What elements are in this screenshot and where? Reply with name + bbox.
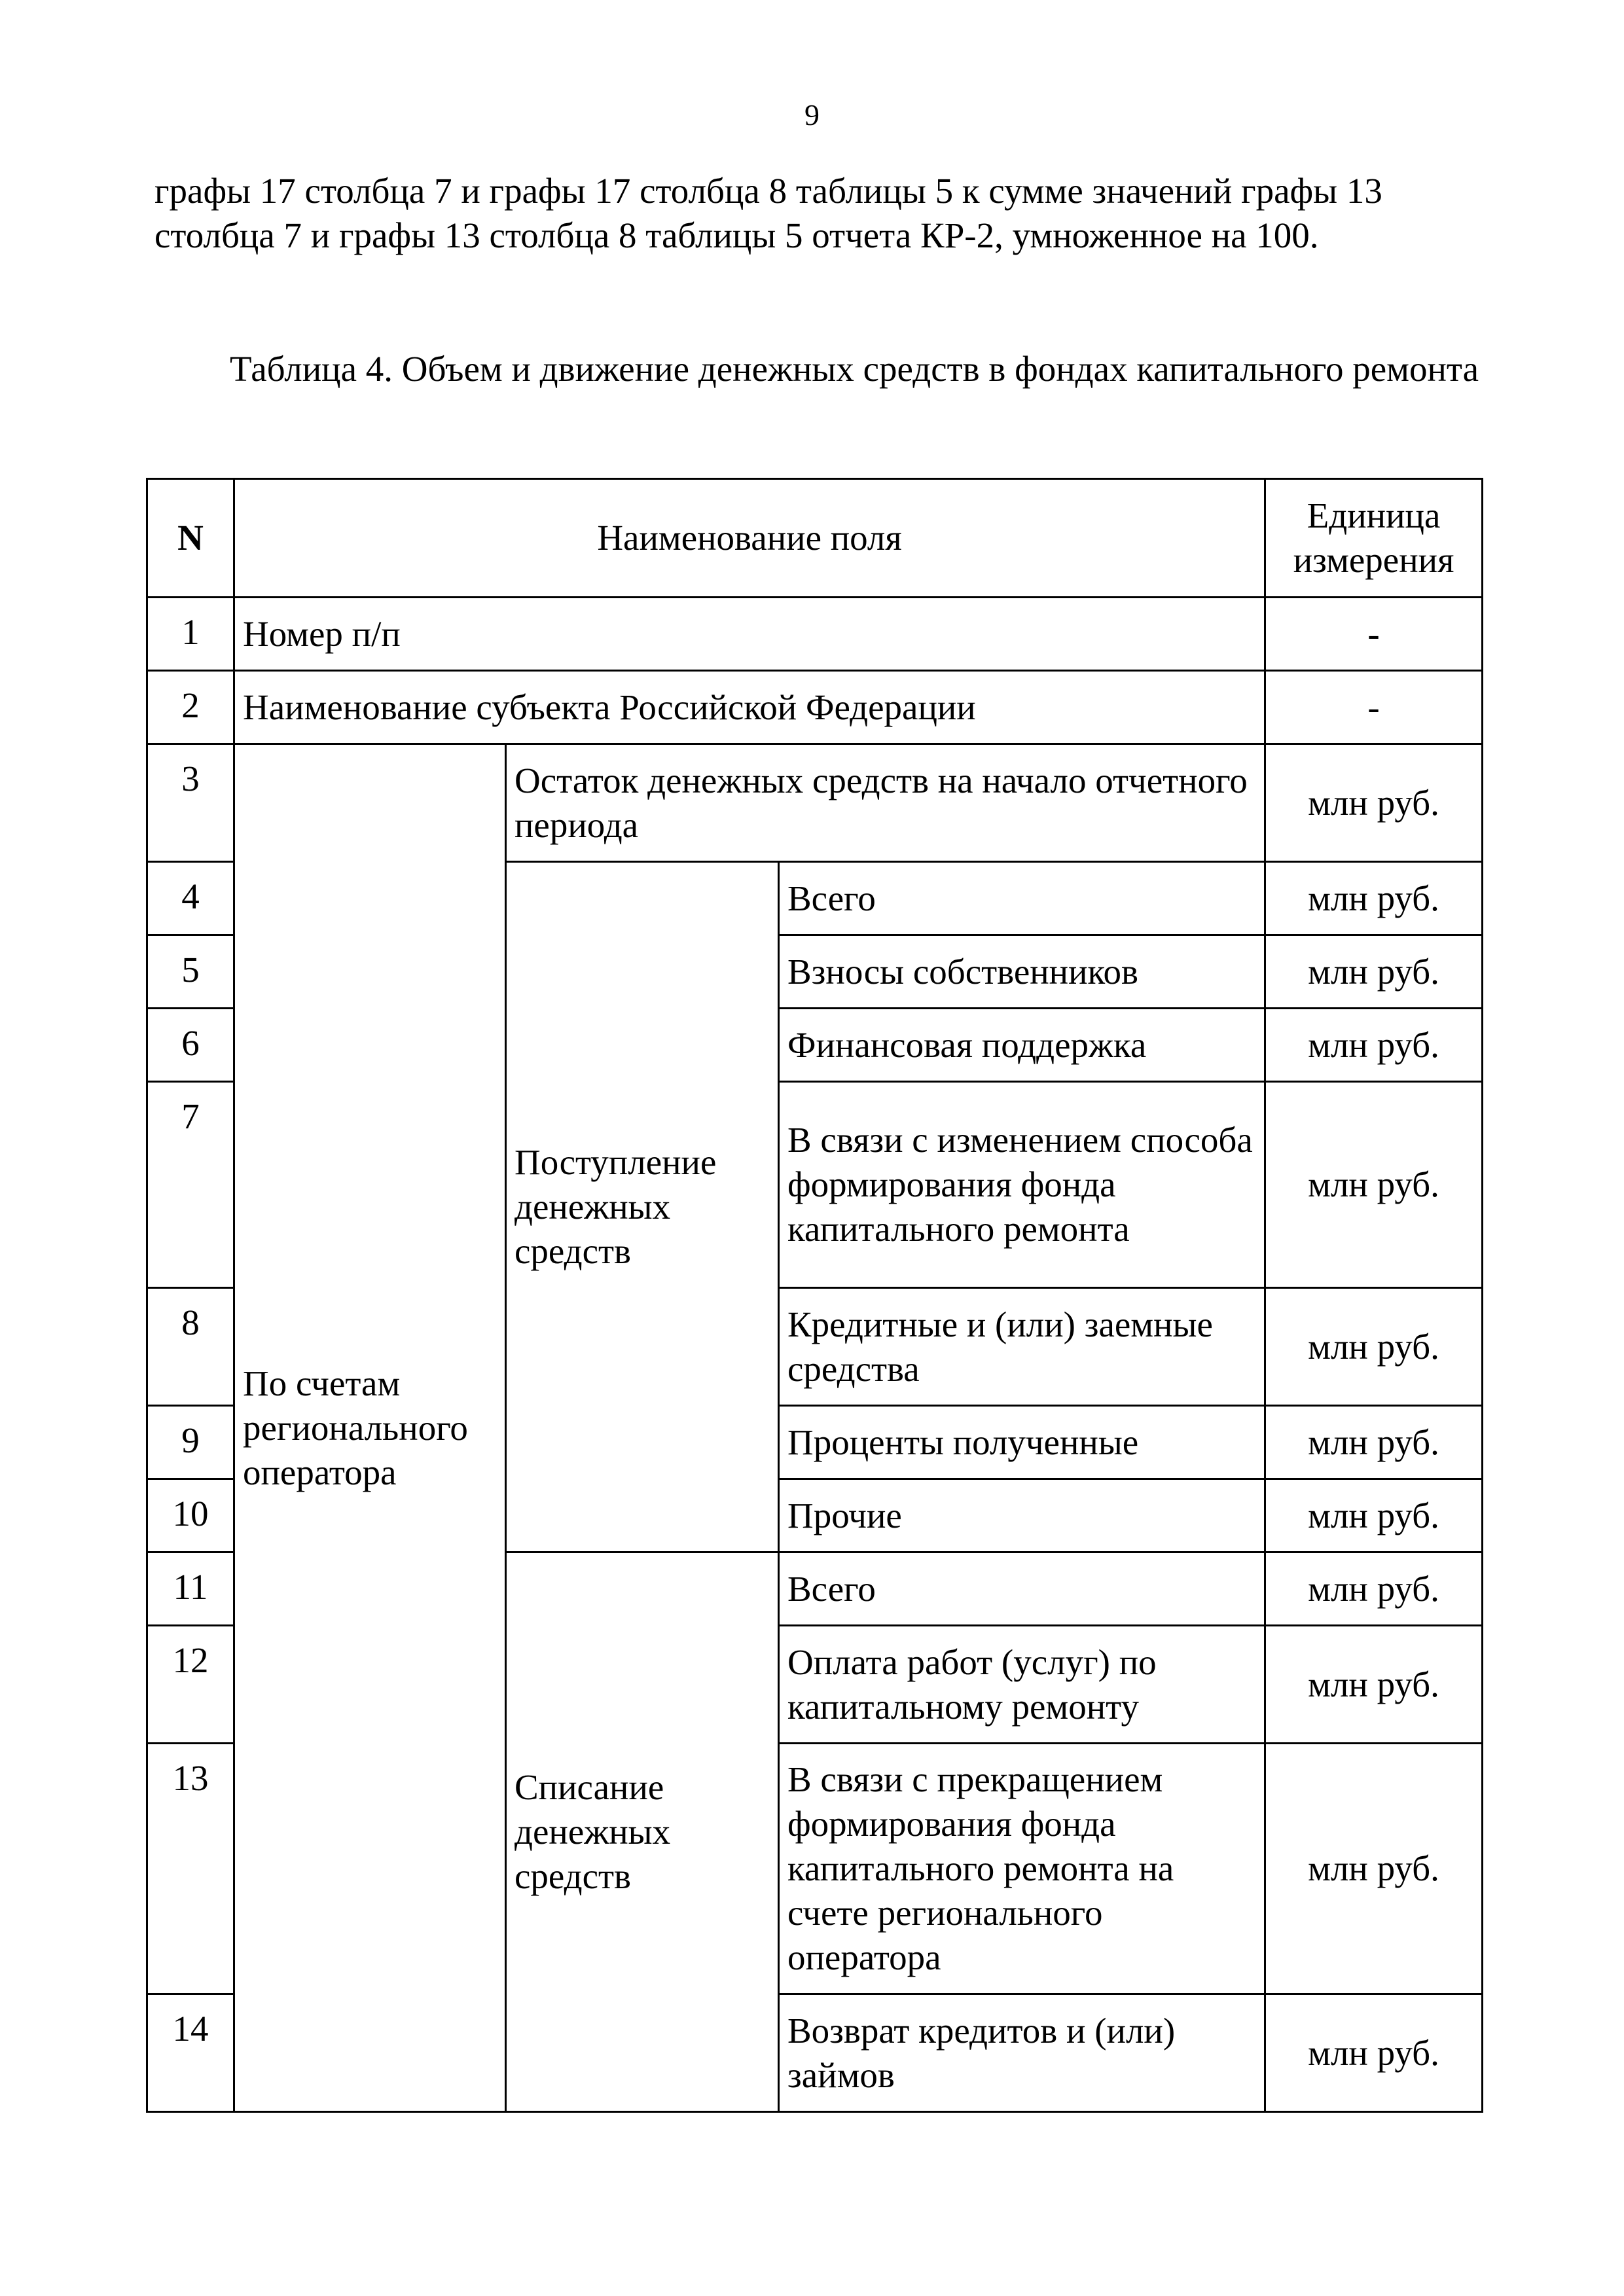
row-number: 4: [147, 862, 234, 935]
row-number: 14: [147, 1994, 234, 2112]
intro-paragraph: графы 17 столбца 7 и графы 17 столбца 8 таблицы 5 к сумме значений графы 13 столбца 7 и графы 13 столбца 8 таблицы 5 отчета КР-2, умноженное на 100.: [154, 171, 1382, 255]
group-regional-operator: По счетам регионального оператора: [234, 744, 506, 2112]
row-unit: -: [1265, 598, 1483, 671]
row-unit: млн руб.: [1265, 744, 1483, 862]
row-field-name: Кредитные и (или) заемные средства: [779, 1288, 1265, 1406]
row-unit: млн руб.: [1265, 1406, 1483, 1479]
row-unit: млн руб.: [1265, 1288, 1483, 1406]
row-number: 7: [147, 1082, 234, 1288]
table-row: [147, 598, 1483, 671]
row-number: 2: [147, 671, 234, 744]
row-unit: млн руб.: [1265, 1552, 1483, 1626]
row-number: 8: [147, 1288, 234, 1406]
row-number: 12: [147, 1626, 234, 1744]
row-number: 10: [147, 1479, 234, 1552]
row-field-name: Проценты полученные: [779, 1406, 1265, 1479]
row-number: 5: [147, 935, 234, 1009]
row-field-name: Наименование субъекта Российской Федерации: [234, 671, 1265, 744]
row-unit: млн руб.: [1265, 935, 1483, 1009]
row-field-name: Всего: [779, 862, 1265, 935]
row-field-name: В связи с изменением способа формирования фонда капитального ремонта: [779, 1082, 1265, 1288]
row-number: 11: [147, 1552, 234, 1626]
row-number: 1: [147, 598, 234, 671]
header-field-name: Наименование поля: [234, 479, 1265, 598]
row-field-name: Оплата работ (услуг) по капитальному ремонту: [779, 1626, 1265, 1744]
group-write-off: Списание денежных средств: [506, 1552, 779, 2112]
row-number: 13: [147, 1744, 234, 1994]
row-number: 6: [147, 1009, 234, 1082]
page-number: 9: [804, 98, 820, 132]
row-unit: млн руб.: [1265, 1744, 1483, 1994]
header-unit: Единица измерения: [1265, 479, 1483, 598]
capital-repair-funds-table: [146, 478, 1483, 2113]
row-field-name: Номер п/п: [234, 598, 1265, 671]
row-unit: -: [1265, 671, 1483, 744]
row-unit: млн руб.: [1265, 1479, 1483, 1552]
row-number: 9: [147, 1406, 234, 1479]
table-header-row: [147, 479, 1483, 598]
table-row: [147, 671, 1483, 744]
row-field-name: Остаток денежных средств на начало отчетного периода: [506, 744, 1265, 862]
table-row: [147, 744, 1483, 862]
row-unit: млн руб.: [1265, 1626, 1483, 1744]
row-field-name: Всего: [779, 1552, 1265, 1626]
table-caption: Таблица 4. Объем и движение денежных средств в фондах капитального ремонта: [230, 349, 1479, 389]
row-field-name: Финансовая поддержка: [779, 1009, 1265, 1082]
header-n: N: [147, 479, 234, 598]
row-field-name: Взносы собственников: [779, 935, 1265, 1009]
row-field-name: Возврат кредитов и (или) займов: [779, 1994, 1265, 2112]
row-field-name: В связи с прекращением формирования фонда капитального ремонта на счете регионального оператора: [779, 1744, 1265, 1994]
row-number: 3: [147, 744, 234, 862]
row-unit: млн руб.: [1265, 862, 1483, 935]
row-field-name: Прочие: [779, 1479, 1265, 1552]
row-unit: млн руб.: [1265, 1994, 1483, 2112]
row-unit: млн руб.: [1265, 1009, 1483, 1082]
row-unit: млн руб.: [1265, 1082, 1483, 1288]
group-receipts: Поступление денежных средств: [506, 862, 779, 1552]
